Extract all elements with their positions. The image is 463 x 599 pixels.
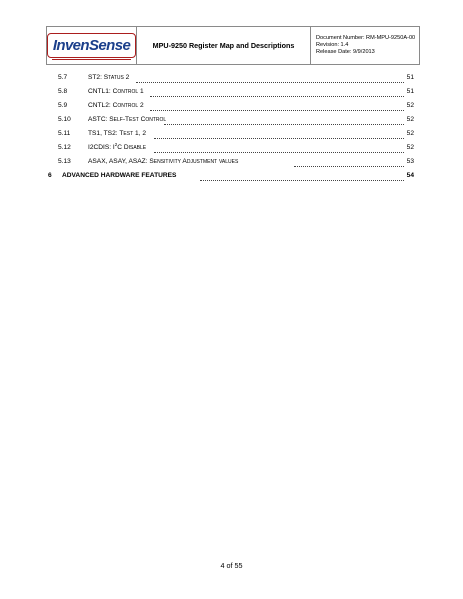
toc-entry-number: 5.13 [58,158,71,165]
toc-entry[interactable] [58,158,414,168]
toc-leader [150,95,404,97]
toc-entry-page: 52 [406,130,414,137]
toc-entry-page: 52 [406,116,414,123]
toc-entry-number: 5.11 [58,130,71,137]
toc-entry-title: I2CDIS: $I^2C$ Disable [88,141,147,151]
toc-entry-page: 51 [406,88,414,95]
logo-text: InvenSense [52,37,131,54]
logo-cell [47,27,137,64]
toc-entry-page: 51 [406,74,414,81]
toc-leader [294,165,404,167]
document-header [46,26,420,65]
toc-entry-title: CNTL2: Control 2 [88,102,144,109]
toc-entry-page: 52 [406,102,414,109]
toc-entry[interactable] [58,141,414,154]
toc-leader [150,109,404,111]
toc-section-title: ADVANCED HARDWARE FEATURES [62,172,177,179]
document-meta [311,27,419,64]
document-revision: Revision: 1.4 [316,42,349,48]
toc-entry-number: 5.12 [58,144,71,151]
toc-entry-number: 5.9 [58,102,68,109]
toc-entry[interactable] [58,116,414,126]
document-number: Document Number: RM-MPU-9250A-00 [316,35,416,41]
toc-entry-number: 5.8 [58,88,68,95]
document-title: MPU-9250 Register Map and Descriptions [137,27,311,64]
toc-entry-title: ASTC: Self-Test Control [88,116,167,123]
toc-section-entry[interactable] [48,172,414,182]
release-date: Release Date: 9/9/2013 [316,49,375,55]
toc-entry-title: TS1, TS2: Test 1, 2 [88,130,146,137]
toc-entry-title: ASAX, ASAY, ASAZ: Sensitivity Adjustment values [88,158,239,165]
toc-entry-title: CNTL1: Control 1 [88,88,144,95]
toc-entry-number: 5.10 [58,116,71,123]
toc-entry[interactable] [58,102,414,112]
toc-leader [136,81,404,83]
toc-entry-page: 52 [406,144,414,151]
toc-entry-title: ST2: Status 2 [88,74,130,81]
toc-leader [164,123,404,125]
toc-entry-page: 53 [406,158,414,165]
toc-entry-number: 5.7 [58,74,68,81]
page-number: 4 of 55 [220,561,243,570]
toc-entry[interactable] [58,74,414,84]
toc-section-number: 6 [48,172,52,179]
toc-entry[interactable] [58,88,414,98]
toc-section-page: 54 [406,172,414,179]
invensense-logo [47,33,136,58]
toc-leader [154,151,404,153]
toc-leader [200,179,404,181]
toc-leader [154,137,404,139]
toc-entry[interactable] [58,130,414,140]
